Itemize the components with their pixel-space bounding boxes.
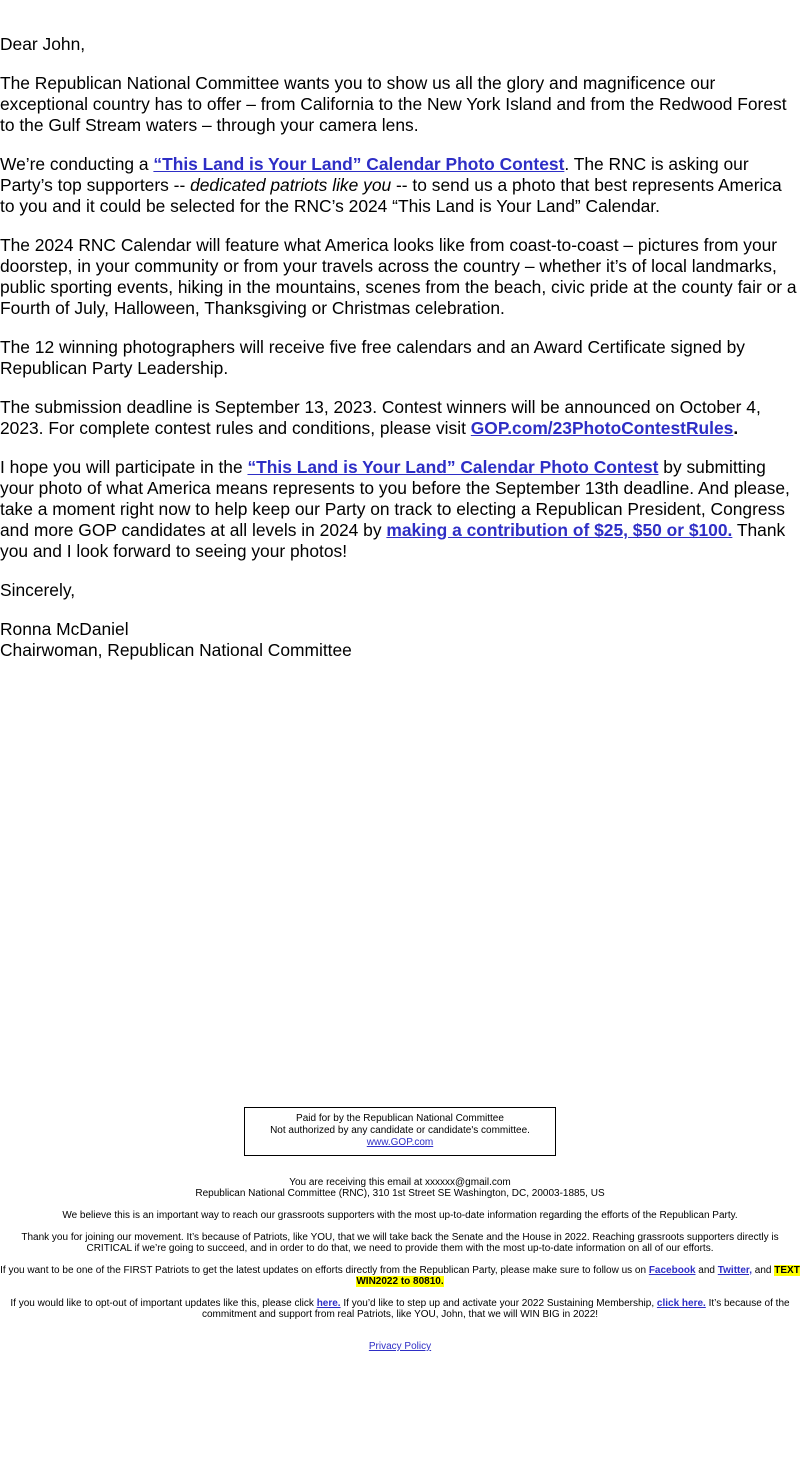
receiving-notice: You are receiving this email at xxxxxx@gmail.com [289,1177,511,1188]
paragraph-intro: The Republican National Committee wants you to show us all the glory and magnificence our exceptional country has to offer – from California to the New York Island and from the Redwood Forest to the Gulf Stream waters – through your camera lens. [0,73,787,135]
privacy-policy-link[interactable]: Privacy Policy [368,1341,432,1352]
paragraph-calendar: The 2024 RNC Calendar will feature what America looks like from coast-to-coast – pictures from your doorstep, in your community or from your travels across the country – whether it’s of local landmarks, public sporting events, hiking in the mountains, scenes from the beach, civic pride at the county fair or a Fourth of July, Halloween, Thanksgiving or Christmas celebration. [0,235,797,318]
twitter-link[interactable]: Twitter, [717,1265,753,1276]
sustaining-membership-link[interactable]: click here. [656,1298,706,1309]
email-footer [0,1107,800,1352]
thanks-notice: Thank you for joining our movement. It’s because of Patriots, like YOU, that we will take back the Senate and the House in 2022. Reaching grassroots supporters directly is CRITICAL if we’re going to succeed, and in order to do that, we need to provide them with the most up-to-date information on all of our efforts. [21,1232,779,1254]
rnc-address: Republican National Committee (RNC), 310 1st Street SE Washington, DC, 20003-1885, US [195,1188,605,1199]
paid-for-line: Paid for by the Republican National Committee [296,1113,504,1124]
paragraph-winners: The 12 winning photographers will receive five free calendars and an Award Certificate signed by Republican Party Leadership. [0,337,746,378]
paid-for-box [244,1107,556,1156]
letter-body [0,34,800,679]
optout-notice: If you would like to opt-out of important updates like this, please click here. If you’d like to step up and activate your 2022 Sustaining Membership, click here. It’s because of the commitment and support from real Patriots, like YOU, John, that we will WIN BIG in 2022! [10,1298,790,1320]
follow-notice: If you want to be one of the FIRST Patriots to get the latest updates on efforts directly from the Republican Party, please make sure to follow us on Facebook and Twitter, and TEXT WIN2022 to 80810. [0,1265,800,1287]
optout-link[interactable]: here. [316,1298,341,1309]
not-authorized-line: Not authorized by any candidate or candidate's committee. [270,1125,530,1136]
signature-title: Chairwoman, Republican National Committee [0,640,352,660]
paragraph-contest: We’re conducting a “This Land is Your Land” Calendar Photo Contest. The RNC is asking our Party’s top supporters -- dedicated patriots like you -- to send us a photo that best represents America to you and it could be selected for the RNC’s 2024 “This Land is Your Land” Calendar. [0,154,782,216]
contribution-link[interactable]: making a contribution of $25, $50 or $100. [386,520,733,540]
facebook-link[interactable]: Facebook [648,1265,696,1276]
gop-website-link[interactable]: www.GOP.com [366,1137,434,1148]
signature-name: Ronna McDaniel [0,619,129,639]
privacy-policy-row [0,1341,800,1352]
greeting: Dear John, [0,34,86,54]
contest-link[interactable]: “This Land is Your Land” Calendar Photo Contest [153,154,565,174]
signature [0,619,800,661]
believe-notice: We believe this is an important way to reach our grassroots supporters with the most up-to-date information regarding the efforts of the Republican Party. [62,1210,738,1221]
closing: Sincerely, [0,580,76,600]
paragraph-participate: I hope you will participate in the “This Land is Your Land” Calendar Photo Contest by submitting your photo of what America means represents to you before the September 13th deadline. And please, take a moment right now to help keep our Party on track to electing a Republican President, Congress and more GOP candidates at all levels in 2024 by making a contribution of $25, $50 or $100. Thank you and I look forward to seeing your photos! [0,457,790,561]
paragraph-deadline: The submission deadline is September 13, 2023. Contest winners will be announced on October 4, 2023. For complete contest rules and conditions, please visit GOP.com/23PhotoContestRules. [0,397,761,438]
contest-link-2[interactable]: “This Land is Your Land” Calendar Photo Contest [247,457,659,477]
text-win-highlight: TEXT WIN2022 to 80810. [356,1265,800,1287]
contest-rules-link[interactable]: GOP.com/23PhotoContestRules [470,418,734,438]
